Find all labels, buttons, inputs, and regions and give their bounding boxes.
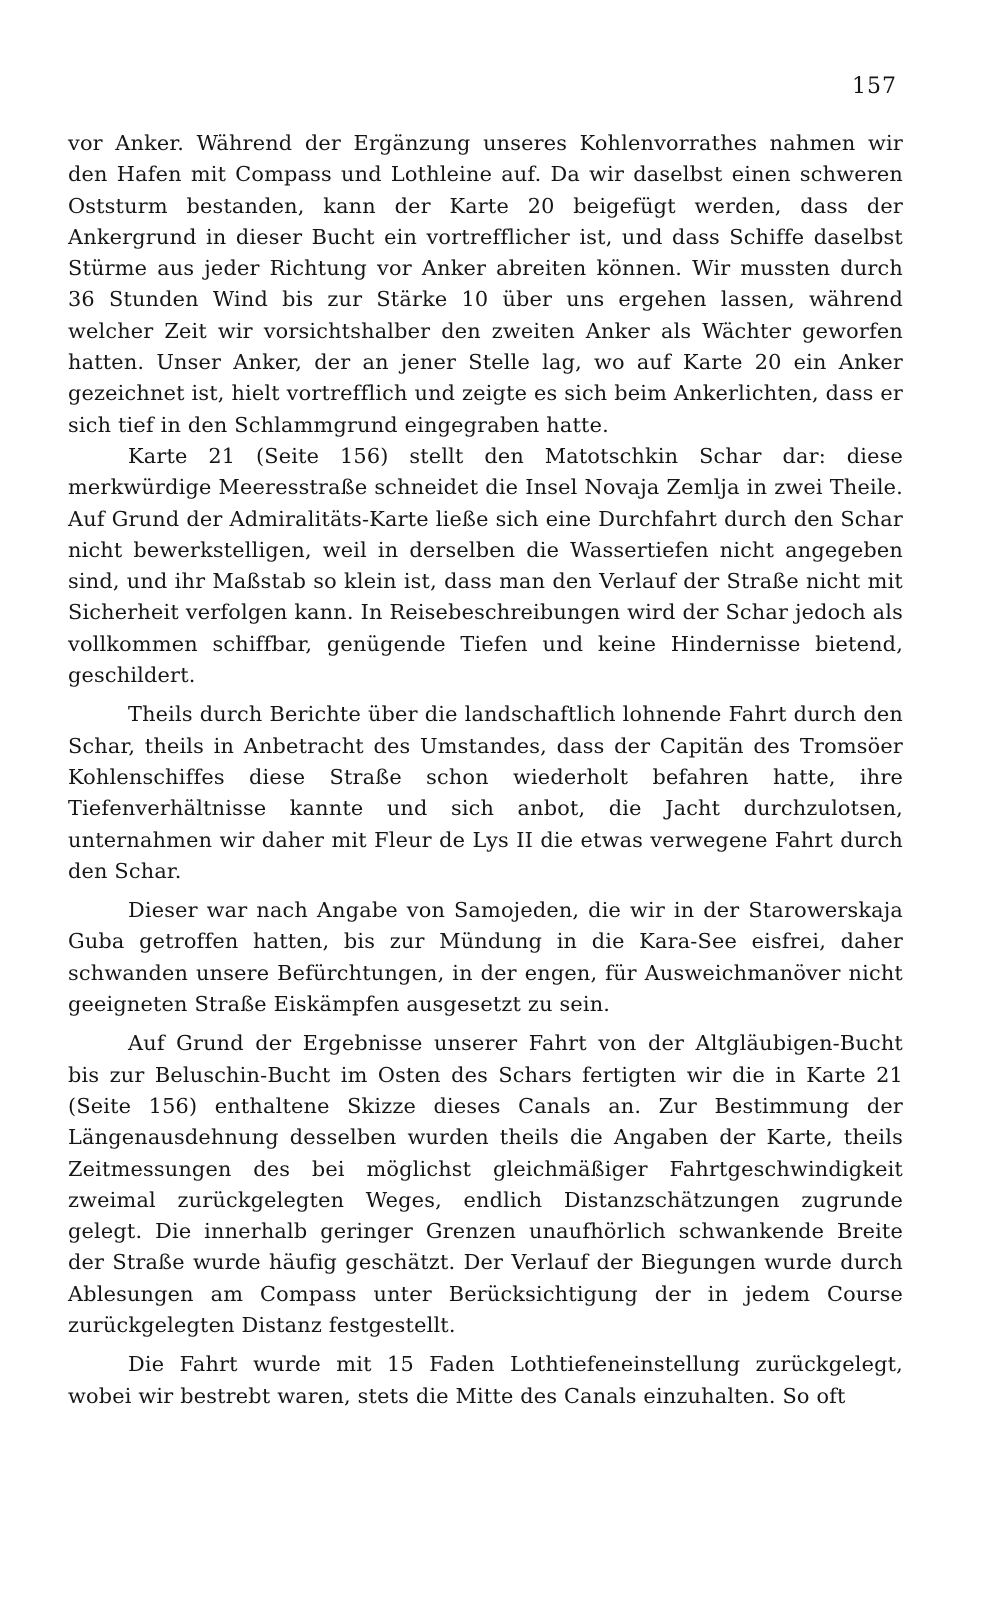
paragraph: Die Fahrt wurde mit 15 Faden Lothtiefeneinstellung zurückgelegt, wobei wir bestrebt waren, stets die Mitte des Canals einzuhalten. So oft <box>68 1352 903 1408</box>
page-number: 157 <box>852 74 897 99</box>
paragraph: vor Anker. Während der Ergänzung unseres Kohlenvorrathes nahmen wir den Hafen mit Compass und Lothleine auf. Da wir daselbst einen schweren Oststurm bestanden, kann der Karte 20 beigefügt werden, dass der Ankergrund in dieser Bucht ein vortrefflicher ist, und dass Schiffe daselbst Stürme aus jeder Richtung vor Anker abreiten können. Wir mussten durch 36 Stunden Wind bis zur Stärke 10 über uns ergehen lassen, während welcher Zeit wir vorsichtshalber den zweiten Anker als Wächter geworfen hatten. Unser Anker, der an jener Stelle lag, wo auf Karte 20 ein Anker gezeichnet ist, hielt vortrefflich und zeigte es sich beim Ankerlichten, dass er sich tief in den Schlammgrund eingegraben hatte. <box>68 131 903 437</box>
paragraph: Karte 21 (Seite 156) stellt den Matotschkin Schar dar: diese merkwürdige Meeresstraße schneidet die Insel Novaja Zemlja in zwei Theile. Auf Grund der Admiralitäts-Karte ließe sich eine Durchfahrt durch den Schar nicht bewerkstelligen, weil in derselben die Wassertiefen nicht angegeben sind, und ihr Maßstab so klein ist, dass man den Verlauf der Straße nicht mit Sicherheit verfolgen kann. In Reisebeschreibungen wird der Schar jedoch als vollkommen schiffbar, genügende Tiefen und keine Hindernisse bietend, geschildert. <box>68 443 903 688</box>
paragraph: Theils durch Berichte über die landschaftlich lohnende Fahrt durch den Schar, theils in Anbetracht des Umstandes, dass der Capitän des Tromsöer Kohlenschiffes diese Straße schon wiederholt befahren hatte, ihre Tiefenverhältnisse kannte und sich anbot, die Jacht durchzulotsen, unternahmen wir daher mit Fleur de Lys II die etwas verwegene Fahrt durch den Schar. <box>68 702 903 883</box>
paragraph: Auf Grund der Ergebnisse unserer Fahrt von der Altgläubigen-Bucht bis zur Beluschin-Bucht im Osten des Schars fertigten wir die in Karte 21 (Seite 156) enthaltene Skizze dieses Canals an. Zur Bestimmung der Längenausdehnung desselben wurden theils die Angaben der Karte, theils Zeitmessungen des bei möglichst gleichmäßiger Fahrtgeschwindigkeit zweimal zurückgelegten Weges, endlich Distanzschätzungen zugrunde gelegt. Die innerhalb geringer Grenzen unaufhörlich schwankende Breite der Straße wurde häufig geschätzt. Der Verlauf der Biegungen wurde durch Ablesungen am Compass unter Berücksichtigung der in jedem Course zurückgelegten Distanz festgestellt. <box>68 1031 903 1337</box>
body-text <box>68 128 903 1412</box>
paragraph: Dieser war nach Angabe von Samojeden, die wir in der Starowerskaja Guba getroffen hatten, bis zur Mündung in die Kara-See eisfrei, daher schwanden unsere Befürchtungen, in der engen, für Ausweichmanöver nicht geeigneten Straße Eiskämpfen ausgesetzt zu sein. <box>68 898 903 1017</box>
